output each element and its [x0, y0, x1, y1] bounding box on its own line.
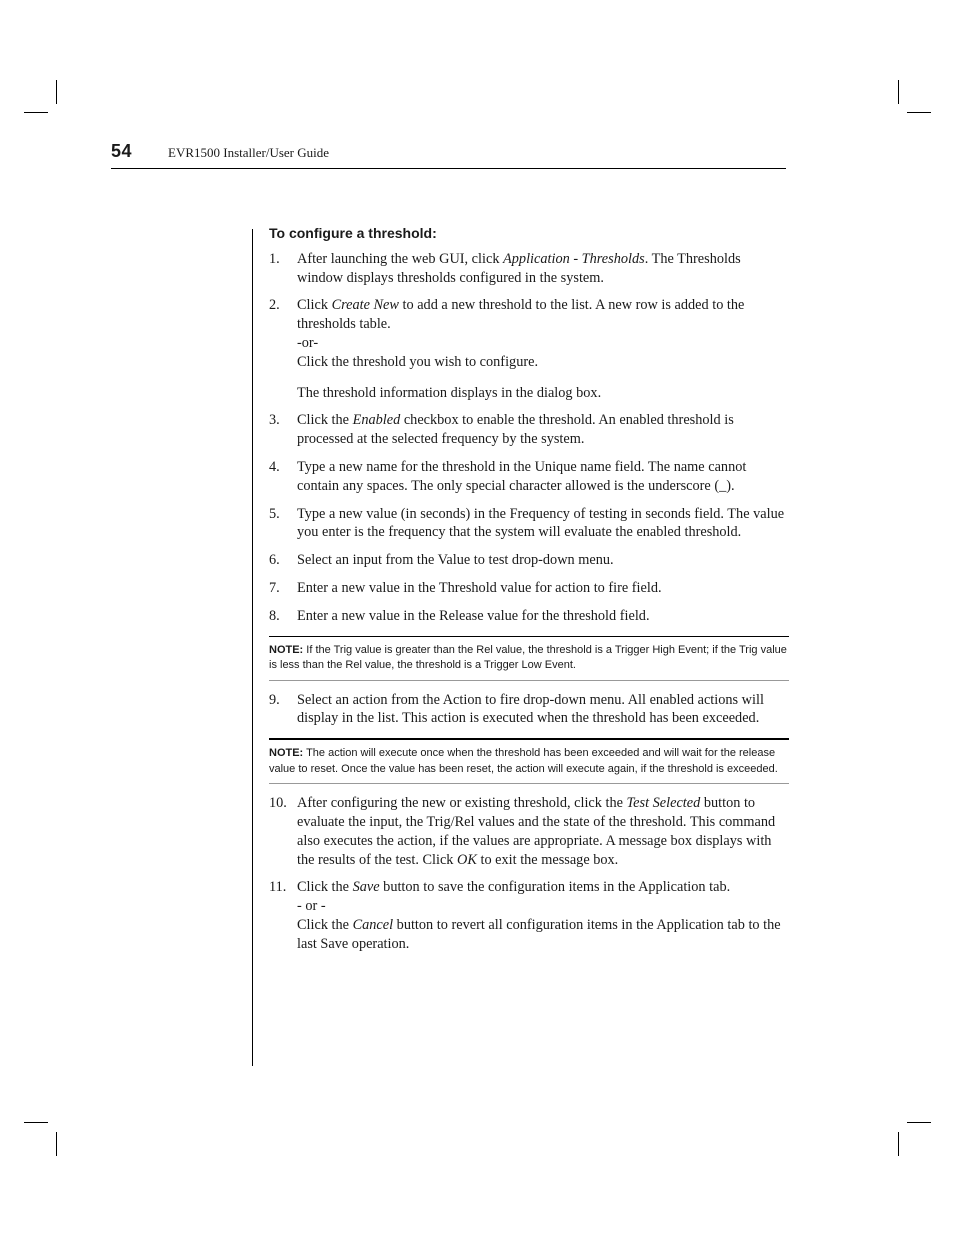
step-number: 4.	[269, 458, 280, 475]
note-text: If the Trig value is greater than the Rel value, the threshold is a Trigger High Event; if the Trig value is less than the Rel value, the threshold is a Trigger Low Event.	[269, 643, 787, 672]
header-rule	[111, 168, 786, 169]
step-text: Click the threshold you wish to configure.	[297, 353, 539, 370]
guide-title: EVR1500 Installer/User Guide	[168, 145, 330, 160]
step-text: After launching the web GUI, click Application - Thresholds. The Thresholds window displays thresholds configured in the system.	[297, 250, 741, 286]
step-text: Select an input from the Value to test drop-down menu.	[297, 552, 614, 569]
step-11	[269, 878, 789, 953]
crop-mark	[907, 112, 931, 113]
note-text: The action will execute once when the threshold has been exceeded and will wait for the release value to reset. Once the value has been reset, the action will execute again, if the threshold is exceeded.	[269, 747, 778, 775]
step-number: 10.	[269, 795, 287, 812]
step-9	[269, 691, 789, 729]
main-content	[269, 224, 789, 963]
step-4	[269, 458, 789, 496]
crop-mark	[898, 1132, 899, 1156]
step-text: Select an action from the Action to fire drop-down menu. All enabled actions will display in the list. This action is executed when the threshold has been exceeded.	[297, 691, 764, 727]
margin-bar	[252, 229, 253, 1066]
step-text: The threshold information displays in the dialog box.	[297, 384, 602, 401]
step-number: 1.	[269, 250, 280, 267]
step-number: 11.	[269, 879, 287, 896]
step-number: 7.	[269, 579, 280, 596]
step-7	[269, 579, 789, 598]
note-label: NOTE:	[269, 747, 304, 760]
note-box	[269, 738, 789, 784]
step-number: 6.	[269, 552, 280, 569]
step-text: Type a new value (in seconds) in the Frequency of testing in seconds field. The value you enter is the frequency that the system will evaluate the enabled threshold.	[297, 505, 785, 541]
step-5	[269, 505, 789, 543]
step-or: -or-	[297, 334, 319, 351]
step-text: Click the Enabled checkbox to enable the threshold. An enabled threshold is processed at the selected frequency by the system.	[297, 412, 734, 448]
note-label: NOTE:	[269, 643, 304, 656]
step-6	[269, 551, 789, 570]
crop-mark	[56, 1132, 57, 1156]
step-text: After configuring the new or existing threshold, click the Test Selected button to evaluate the input, the Trig/Rel values and the state of the threshold. This command also executes the action, if the values are appropriate. A message box displays with the results of the test. Click OK to exit the message box.	[297, 795, 776, 868]
step-1	[269, 250, 789, 288]
crop-mark	[24, 112, 48, 113]
crop-mark	[898, 80, 899, 104]
note-box	[269, 636, 789, 681]
step-text: Enter a new value in the Threshold value for action to fire field.	[297, 579, 662, 596]
crop-mark	[56, 80, 57, 104]
step-number: 8.	[269, 607, 280, 624]
step-text: Type a new name for the threshold in the Unique name field. The name cannot contain any spaces. The only special character allowed is the underscore (_).	[297, 458, 747, 494]
step-2	[269, 296, 789, 402]
step-text: Click Create New to add a new threshold to the list. A new row is added to the thresholds table.	[297, 297, 745, 333]
step-number: 3.	[269, 412, 280, 429]
step-10	[269, 794, 789, 869]
step-or: - or -	[297, 898, 326, 915]
step-number: 5.	[269, 505, 280, 522]
step-text: Enter a new value in the Release value for the threshold field.	[297, 607, 650, 624]
step-8	[269, 607, 789, 626]
section-heading: To configure a threshold:	[269, 225, 437, 241]
page-number: 54	[111, 141, 133, 161]
crop-mark	[907, 1122, 931, 1123]
crop-mark	[24, 1122, 48, 1123]
step-number: 9.	[269, 691, 280, 708]
step-number: 2.	[269, 297, 280, 314]
step-text: Click the Save button to save the configuration items in the Application tab.	[297, 879, 731, 896]
step-3	[269, 411, 789, 449]
step-text: Click the Cancel button to revert all configuration items in the Application tab to the last Save operation.	[297, 916, 781, 952]
